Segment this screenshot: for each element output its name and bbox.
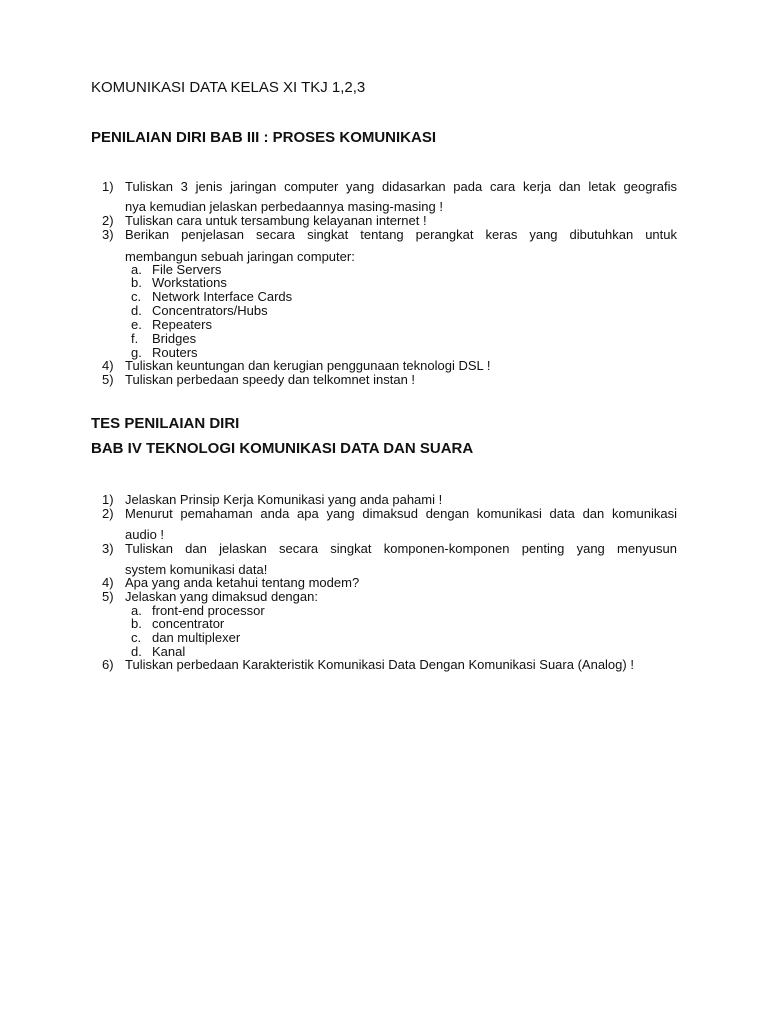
document-title: KOMUNIKASI DATA KELAS XI TKJ 1,2,3 [91,79,366,96]
item-number: 3) [102,541,114,556]
sub-item: Kanal [152,644,186,659]
item-number: 5) [102,372,114,387]
question-text: Tuliskan dan jelaskan secara singkat komponen-komponen penting yang menyusun [125,541,677,556]
sub-item: concentrator [152,616,225,631]
item-number: 3) [102,227,114,242]
question-text-cont: audio ! [125,527,165,542]
question-text-cont: system komunikasi data! [125,562,268,577]
sub-letter: a. [131,262,142,277]
question-text: Berikan penjelasan secara singkat tentang perangkat keras yang dibutuhkan untuk [125,227,677,242]
question-text: Tuliskan 3 jenis jaringan computer yang didasarkan pada cara kerja dan letak geografis [125,179,677,194]
item-number: 4) [102,575,114,590]
item-number: 6) [102,657,114,672]
section1-heading: PENILAIAN DIRI BAB III : PROSES KOMUNIKASI [91,129,437,146]
item-number: 4) [102,358,114,373]
question-text: Tuliskan keuntungan dan kerugian penggunaan teknologi DSL ! [125,358,491,373]
item-number: 2) [102,506,114,521]
sub-letter: f. [131,331,139,346]
sub-letter: d. [131,303,142,318]
question-text: Tuliskan cara untuk tersambung kelayanan internet ! [125,213,427,228]
sub-letter: e. [131,317,142,332]
question-text: Menurut pemahaman anda apa yang dimaksud dengan komunikasi data dan komunikasi [125,506,677,521]
question-text: Apa yang anda ketahui tentang modem? [125,575,360,590]
sub-item: Bridges [152,331,197,346]
sub-item: Routers [152,345,198,360]
question-text: Jelaskan yang dimaksud dengan: [125,589,318,604]
sub-item: dan multiplexer [152,630,241,645]
sub-item: Concentrators/Hubs [152,303,268,318]
sub-item: front-end processor [152,603,265,618]
sub-item: File Servers [152,262,222,277]
sub-letter: a. [131,603,142,618]
sub-item: Repeaters [152,317,212,332]
question-text: Jelaskan Prinsip Kerja Komunikasi yang anda pahami ! [125,492,443,507]
sub-item: Network Interface Cards [152,289,293,304]
question-text-cont: nya kemudian jelaskan perbedaannya masing-masing ! [125,199,443,214]
question-text: Tuliskan perbedaan speedy dan telkomnet instan ! [125,372,416,387]
sub-letter: d. [131,644,142,659]
sub-letter: g. [131,345,142,360]
item-number: 1) [102,492,114,507]
sub-item: Workstations [152,275,227,290]
section2-heading: TES PENILAIAN DIRI [91,415,240,432]
sub-letter: c. [131,289,142,304]
sub-letter: c. [131,630,142,645]
question-text: Tuliskan perbedaan Karakteristik Komunikasi Data Dengan Komunikasi Suara (Analog) ! [125,657,634,672]
question-text-cont: membangun sebuah jaringan computer: [125,249,355,264]
section2-subheading: BAB IV TEKNOLOGI KOMUNIKASI DATA DAN SUARA [91,440,474,457]
item-number: 2) [102,213,114,228]
item-number: 1) [102,179,114,194]
sub-letter: b. [131,275,142,290]
sub-letter: b. [131,616,142,631]
item-number: 5) [102,589,114,604]
